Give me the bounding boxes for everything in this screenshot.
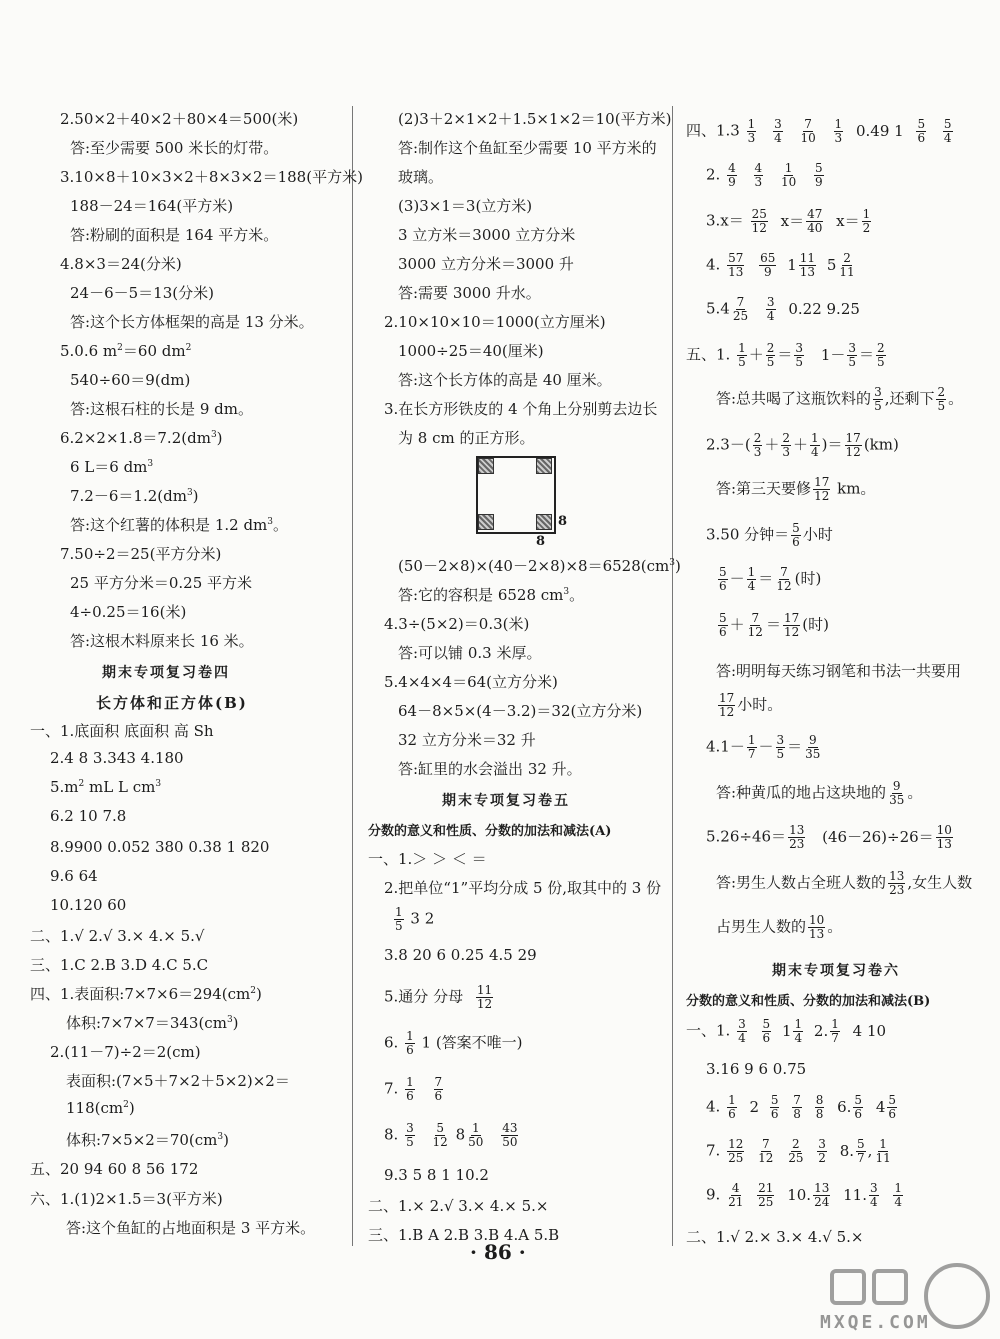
- column-divider-left: [352, 106, 353, 1246]
- answer-line: 一、1. $\frac{3}{4}$ $\frac{5}{6}$ 1 $\frac{1}{4}$ 2. $\frac{1}{7}$ 4 10: [686, 1017, 887, 1045]
- answer-line: 6 L＝6 $dm^3$: [70, 458, 154, 476]
- fraction: $\frac{17}{12}$: [719, 691, 735, 719]
- fraction: $\frac{4}{21}$: [728, 1181, 744, 1209]
- answer-line: 2.把单位“1”平均分成 5 份,取其中的 3 份: [384, 879, 662, 897]
- answer-line: 五、20 94 60 8 56 172: [30, 1160, 199, 1178]
- answer-line: 2.4 8 3.343 4.180: [50, 749, 184, 767]
- answer-line: 答:这根石柱的长是 9 dm。: [70, 400, 253, 418]
- fraction: $\frac{10}{13}$: [936, 823, 952, 851]
- answer-line: 2.3－( $\frac{2}{3}$ ＋ $\frac{2}{3}$ ＋ $\frac{1}{4}$ )＝ $\frac{17}{12}$ (km): [706, 431, 899, 459]
- fraction: $\frac{3}{4}$: [870, 1181, 878, 1209]
- sheet-figure: [476, 456, 568, 549]
- answer-line: 8. $\frac{3}{5}$ $\frac{5}{12}$ 8 $\frac{1}{50}$ $\frac{43}{50}$: [384, 1121, 518, 1149]
- answer-line: 9. $\frac{4}{21}$ $\frac{21}{25}$ 10. $\frac{13}{24}$ 11. $\frac{3}{4}$ $\frac{1}{4}$: [706, 1181, 903, 1209]
- answer-line: 9.3 5 8 1 10.2: [384, 1166, 489, 1184]
- fraction: $\frac{17}{12}$: [845, 431, 861, 459]
- fraction: $\frac{13}{24}$: [814, 1181, 830, 1209]
- answer-line: 3.50 分钟＝ $\frac{5}{6}$ 小时: [706, 521, 833, 549]
- answer-line: 答:这个长方体框架的高是 13 分米。: [70, 313, 314, 331]
- fraction: $\frac{5}{6}$: [854, 1093, 863, 1121]
- fraction: $\frac{1}{50}$: [468, 1121, 484, 1149]
- answer-line: 64－8×5×(4－3.2)＝32(立方分米): [398, 702, 643, 720]
- answer-line: 答:种黄瓜的地占这块地的 $\frac{9}{35}$ 。: [716, 779, 923, 807]
- answer-line: 答:它的容积是 6528 $cm^3$。: [398, 586, 585, 604]
- answer-line: 1000÷25＝40(厘米): [398, 342, 544, 360]
- fraction: $\frac{1}{3}$: [834, 117, 843, 145]
- fraction: $\frac{5}{12}$: [432, 1121, 448, 1149]
- fraction: $\frac{1}{5}$: [738, 341, 746, 369]
- fraction: $\frac{1}{2}$: [862, 207, 871, 235]
- fraction: $\frac{5}{6}$: [719, 611, 727, 639]
- cut-corner: [536, 514, 552, 530]
- answer-line: 5.通分 分母 $\frac{11}{12}$: [384, 983, 493, 1011]
- fraction: $\frac{2}{5}$: [766, 341, 775, 369]
- answer-line: 答:需要 3000 升水。: [398, 284, 541, 302]
- answer-line: 188－24＝164(平方米): [70, 197, 234, 215]
- fraction: $\frac{3}{5}$: [848, 341, 857, 369]
- answer-line: 答:这个长方体的高是 40 厘米。: [398, 371, 612, 389]
- fraction: $\frac{5}{6}$: [792, 521, 800, 549]
- fraction: $\frac{3}{4}$: [774, 117, 782, 145]
- fraction: $\frac{65}{9}$: [760, 251, 776, 279]
- fraction: $\frac{1}{4}$: [894, 1181, 903, 1209]
- fraction: $\frac{5}{9}$: [815, 161, 823, 189]
- answer-line: 答:总共喝了这瓶饮料的 $\frac{3}{5}$ ,还剩下 $\frac{2}{5}$ 。: [716, 385, 964, 413]
- fraction: $\frac{5}{6}$: [719, 565, 727, 593]
- fraction: $\frac{2}{25}$: [788, 1137, 804, 1165]
- corner-size-label: 8: [536, 534, 546, 549]
- answer-line: 5.4×4×4＝64(立方分米): [384, 673, 558, 691]
- answer-line: 体积$:7\times 5\times 2=70(cm^3)$: [66, 1131, 229, 1149]
- answer-line: 3.16 9 6 0.75: [706, 1060, 807, 1078]
- fraction: $\frac{1}{11}$: [875, 1137, 891, 1165]
- answer-line: $7.2-6=1.2(dm^3)$: [70, 487, 199, 505]
- fraction: $\frac{11}{12}$: [476, 983, 493, 1011]
- answer-line: 7. $\frac{12}{25}$ $\frac{7}{12}$ $\frac{2}{25}$ $\frac{3}{2}$ 8. $\frac{5}{7}$ , $\frac{1}{11}$: [706, 1137, 891, 1165]
- fraction: $\frac{5}{6}$: [888, 1093, 897, 1121]
- answer-line: 7. $\frac{1}{6}$ $\frac{7}{6}$: [384, 1075, 443, 1103]
- answer-line: 3.8 20 6 0.25 4.5 29: [384, 946, 537, 964]
- fraction: $\frac{7}{12}$: [776, 565, 792, 593]
- fraction: $\frac{13}{23}$: [889, 869, 905, 897]
- answer-line: 32 立方分米＝32 升: [398, 731, 536, 749]
- answer-line: (3)3×1＝3(立方米): [398, 197, 533, 215]
- page-number: · 86 ·: [470, 1240, 526, 1264]
- fraction: $\frac{1}{10}$: [780, 161, 797, 189]
- answer-line: 3 立方米＝3000 立方分米: [398, 226, 576, 244]
- fraction: $\frac{7}{6}$: [434, 1075, 443, 1103]
- fraction: $\frac{3}{5}$: [874, 385, 882, 413]
- cut-corner: [478, 458, 494, 474]
- fraction: $\frac{8}{8}$: [815, 1093, 824, 1121]
- fraction: $\frac{3}{5}$: [776, 733, 785, 761]
- answer-line: 4. $\frac{57}{13}$ $\frac{65}{9}$ 1 $\frac{11}{13}$ 5 $\frac{2}{11}$: [706, 251, 855, 279]
- watermark-glyph-box: [872, 1269, 908, 1305]
- fraction: $\frac{7}{12}$: [758, 1137, 774, 1165]
- fraction: $\frac{11}{13}$: [799, 251, 816, 279]
- answer-line: 一、1.＞ ＞ ＜ ＝: [368, 850, 487, 868]
- answer-line: 二、1.√ 2.√ 3.× 4.× 5.√: [30, 927, 205, 945]
- answer-line: 三、1.B A 2.B 3.B 4.A 5.B: [368, 1226, 560, 1244]
- fraction: $\frac{4}{9}$: [728, 161, 736, 189]
- answer-line: 表面积:(7×5＋7×2＋5×2)×2＝: [66, 1072, 290, 1090]
- answer-line: $\frac{5}{6}$ ＋ $\frac{7}{12}$ ＝ $\frac{17}{12}$ (时): [719, 611, 829, 639]
- answer-line: 2.50×2＋40×2＋80×4＝500(米): [60, 110, 299, 128]
- fraction: $\frac{1}{5}$: [395, 905, 403, 933]
- answer-line: 答:缸里的水会溢出 32 升。: [398, 760, 582, 778]
- fraction: $\frac{1}{4}$: [794, 1017, 803, 1045]
- answer-line: $6.2\times 2\times 1.8=7.2(dm^3)$: [60, 429, 223, 447]
- answer-line: 7.50÷2＝25(平方分米): [60, 545, 222, 563]
- answer-line: 3.在长方形铁皮的 4 个角上分别剪去边长: [384, 400, 658, 418]
- answer-line: 5.26÷46＝ $\frac{13}{23}$ (46－26)÷26＝ $\frac{10}{13}$: [706, 823, 952, 851]
- fraction: $\frac{5}{7}$: [857, 1137, 865, 1165]
- answer-line: 5.4 $\frac{7}{25}$ $\frac{3}{4}$ 0.22 9.25: [706, 295, 860, 323]
- answer-line: 4÷0.25＝16(米): [70, 603, 187, 621]
- fraction: $\frac{2}{5}$: [937, 385, 946, 413]
- answer-line: 8.9900 0.052 380 0.38 1 820: [50, 838, 270, 856]
- fraction: $\frac{5}{6}$: [762, 1017, 771, 1045]
- fraction: $\frac{7}{8}$: [793, 1093, 801, 1121]
- fraction: $\frac{2}{3}$: [753, 431, 762, 459]
- answer-line: 540÷60＝9(dm): [70, 371, 191, 389]
- section-heading: 期末专项复习卷六: [772, 963, 900, 979]
- fraction: $\frac{2}{11}$: [839, 251, 855, 279]
- answer-line: 二、1.× 2.√ 3.× 4.× 5.×: [368, 1197, 549, 1215]
- answer-line: 25 平方分米＝0.25 平方米: [70, 574, 253, 592]
- fraction: $\frac{2}{3}$: [782, 431, 791, 459]
- answer-line: 六、1.(1)2×1.5＝3(平方米): [30, 1190, 223, 1208]
- answer-line: 玻璃。: [398, 168, 444, 186]
- answer-line: 24－6－5＝13(分米): [70, 284, 214, 302]
- answer-line: 答:这根木料原来长 16 米。: [70, 632, 254, 650]
- fraction: $\frac{1}{6}$: [406, 1029, 414, 1057]
- answer-line: 为 8 cm 的正方形。: [398, 429, 535, 447]
- fraction: $\frac{1}{6}$: [728, 1093, 736, 1121]
- section-heading: 期末专项复习卷四: [102, 665, 230, 681]
- answer-line: 四、1.表面积$:7\times 7\times 6=294(cm^2)$: [30, 985, 262, 1003]
- answer-line: 答:粉刷的面积是 164 平方米。: [70, 226, 279, 244]
- fraction: $\frac{9}{35}$: [805, 733, 821, 761]
- fraction: $\frac{3}{4}$: [766, 295, 775, 323]
- answer-line: 2.(11－7)÷2＝2(cm): [50, 1043, 201, 1061]
- answer-line: 答:可以铺 0.3 米厚。: [398, 644, 542, 662]
- fraction: $\frac{43}{50}$: [502, 1121, 518, 1149]
- fraction: $\frac{3}{4}$: [738, 1017, 746, 1045]
- answer-line: 占男生人数的 $\frac{10}{13}$ 。: [716, 913, 843, 941]
- answer-line: 6. $\frac{1}{6}$ 1 (答案不唯一): [384, 1029, 523, 1057]
- fraction: $\frac{1}{3}$: [747, 117, 756, 145]
- answer-line: 4.3÷(5×2)＝0.3(米): [384, 615, 530, 633]
- fraction: $\frac{5}{6}$: [770, 1093, 779, 1121]
- answer-line: 4.1－ $\frac{1}{7}$ － $\frac{3}{5}$ ＝ $\frac{9}{35}$: [706, 733, 821, 761]
- fraction: $\frac{1}{7}$: [747, 733, 756, 761]
- answer-line: 一、1.底面积 底面积 高 Sh: [30, 722, 214, 740]
- fraction: $\frac{7}{12}$: [747, 611, 763, 639]
- fraction: $\frac{1}{4}$: [811, 431, 819, 459]
- fraction: $\frac{21}{25}$: [758, 1181, 774, 1209]
- fraction: $\frac{2}{5}$: [877, 341, 885, 369]
- section-heading: 期末专项复习卷五: [442, 793, 570, 809]
- answer-line: 答:这个鱼缸的占地面积是 3 平方米。: [66, 1219, 316, 1237]
- answer-line: 答:这个红薯的体积是 1.2 $dm^3$。: [70, 516, 289, 534]
- answer-line: 3000 立方分米＝3000 升: [398, 255, 574, 273]
- answer-line: 2. $\frac{4}{9}$ $\frac{4}{3}$ $\frac{1}{10}$ $\frac{5}{9}$: [706, 161, 823, 189]
- fraction: $\frac{10}{13}$: [809, 913, 825, 941]
- answer-line: 10.120 60: [50, 896, 127, 914]
- answer-line: 4.8×3＝24(分米): [60, 255, 182, 273]
- column-divider-right: [672, 106, 673, 1246]
- cut-corner: [478, 514, 494, 530]
- fraction: $\frac{57}{13}$: [728, 251, 744, 279]
- answer-line: $118(cm^2)$: [66, 1099, 135, 1117]
- answer-line: 答:明明每天练习钢笔和书法一共要用: [716, 662, 962, 680]
- fraction: $\frac{13}{23}$: [789, 823, 805, 851]
- answer-line: 5.0.6 $m^2=60$ $dm^2$: [60, 342, 192, 360]
- answer-line: 3.x＝ $\frac{25}{12}$ x＝ $\frac{47}{40}$ x＝ $\frac{1}{2}$: [706, 207, 871, 235]
- fraction: $\frac{5}{4}$: [943, 117, 952, 145]
- section-subheading: 分数的意义和性质、分数的加法和减法(B): [686, 994, 931, 1009]
- answer-line: $(50-2\times 8)\times(40-2\times 8)\times 8=6528(cm^3)$: [398, 557, 681, 575]
- answer-line: 答:第三天要修 $\frac{17}{12}$ km。: [716, 475, 876, 503]
- fraction: $\frac{3}{5}$: [406, 1121, 414, 1149]
- section-subheading: 长方体和正方体(B): [96, 694, 248, 712]
- watermark-seal: [924, 1263, 990, 1329]
- answer-line: 四、1.3 $\frac{1}{3}$ $\frac{3}{4}$ $\frac{7}{10}$ $\frac{1}{3}$ 0.49 1 $\frac{5}{6}$ $\frac{5}{4}$: [686, 117, 952, 145]
- answer-line: 2.10×10×10＝1000(立方厘米): [384, 313, 606, 331]
- fraction: $\frac{1}{4}$: [747, 565, 756, 593]
- fraction: $\frac{7}{10}$: [800, 117, 816, 145]
- fraction: $\frac{7}{25}$: [732, 295, 749, 323]
- watermark-glyph-box: [830, 1269, 866, 1305]
- answer-line: 答:至少需要 500 米长的灯带。: [70, 139, 279, 157]
- answer-line: $\frac{17}{12}$ 小时。: [719, 691, 783, 719]
- fraction: $\frac{3}{5}$: [795, 341, 804, 369]
- watermark-text: MXQE.COM: [820, 1312, 931, 1333]
- fraction: $\frac{47}{40}$: [807, 207, 823, 235]
- answer-line: 体积$:7\times 7\times 7=343(cm^3)$: [66, 1014, 239, 1032]
- answer-line: 答:男生人数占全班人数的 $\frac{13}{23}$ ,女生人数: [716, 869, 973, 897]
- section-subheading: 分数的意义和性质、分数的加法和减法(A): [368, 824, 612, 839]
- answer-line: 3.10×8＋10×3×2＋8×3×2＝188(平方米): [60, 168, 363, 186]
- fraction: $\frac{3}{2}$: [818, 1137, 826, 1165]
- answer-line: $\frac{1}{5}$ 3 2: [395, 905, 435, 933]
- fraction: $\frac{12}{25}$: [728, 1137, 744, 1165]
- fraction: $\frac{5}{6}$: [917, 117, 926, 145]
- fraction: $\frac{1}{7}$: [831, 1017, 839, 1045]
- cut-corner: [536, 458, 552, 474]
- answer-line: 答:制作这个鱼缸至少需要 10 平方米的: [398, 139, 657, 157]
- answer-line: 6.2 10 7.8: [50, 807, 127, 825]
- answer-line: 三、1.C 2.B 3.D 4.C 5.C: [30, 956, 209, 974]
- answer-line: (2)3＋2×1×2＋1.5×1×2＝10(平方米): [398, 110, 672, 128]
- fraction: $\frac{17}{12}$: [814, 475, 830, 503]
- fraction: $\frac{4}{3}$: [754, 161, 763, 189]
- answer-line: 9.6 64: [50, 867, 98, 885]
- answer-line: $5.m^2$ mL L $cm^3$: [50, 778, 162, 796]
- answer-line: 4. $\frac{1}{6}$ 2 $\frac{5}{6}$ $\frac{7}{8}$ $\frac{8}{8}$ 6. $\frac{5}{6}$ 4 $\frac{5}{6}$: [706, 1093, 897, 1121]
- fraction: $\frac{9}{35}$: [889, 779, 905, 807]
- fraction: $\frac{17}{12}$: [783, 611, 800, 639]
- answer-line: 五、1. $\frac{1}{5}$ ＋ $\frac{2}{5}$ ＝ $\frac{3}{5}$ 1－ $\frac{3}{5}$ ＝ $\frac{2}{5}$: [686, 341, 885, 369]
- watermark-logo: [820, 1263, 990, 1333]
- fraction: $\frac{1}{6}$: [406, 1075, 414, 1103]
- corner-size-label: 8: [558, 514, 568, 529]
- answer-line: 二、1.√ 2.× 3.× 4.√ 5.×: [686, 1228, 864, 1246]
- answer-line: $\frac{5}{6}$ － $\frac{1}{4}$ ＝ $\frac{7}{12}$ (时): [719, 565, 822, 593]
- fraction: $\frac{25}{12}$: [751, 207, 767, 235]
